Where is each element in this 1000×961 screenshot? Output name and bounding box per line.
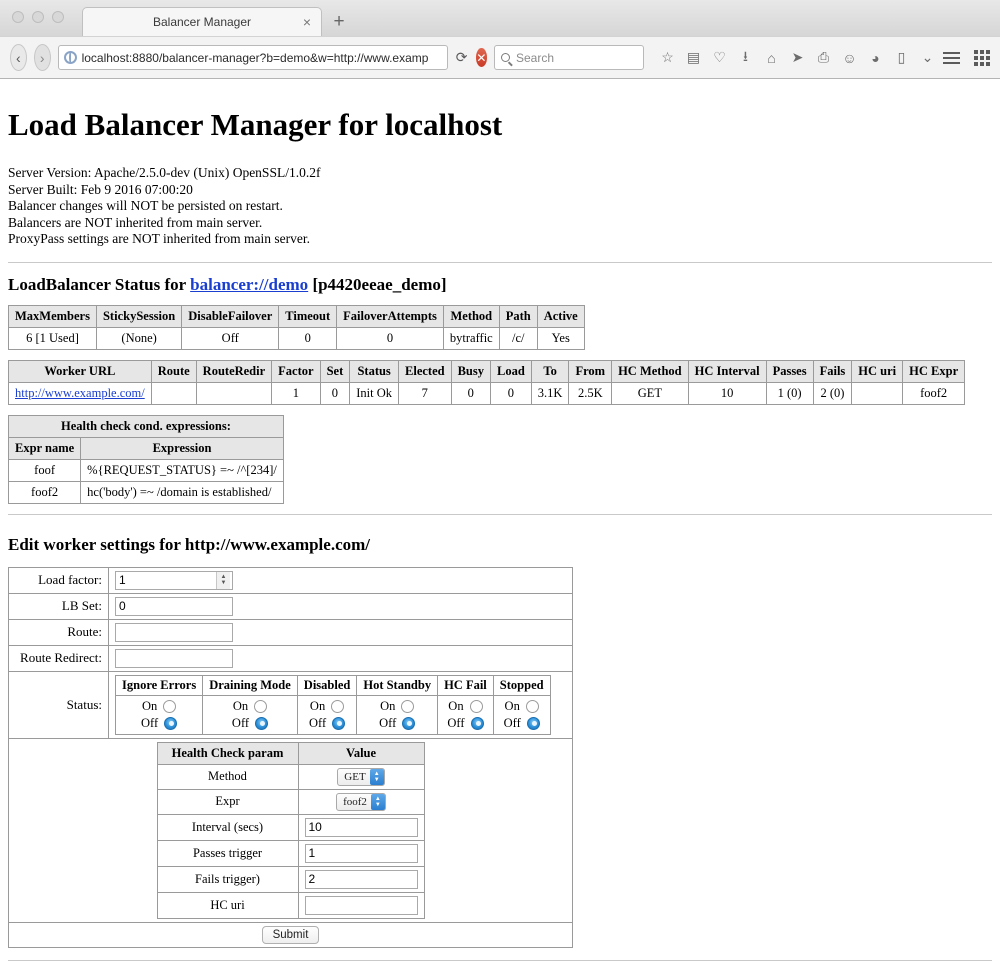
- chevron-down-icon[interactable]: ⌄: [921, 49, 934, 65]
- lb-set-label: LB Set:: [9, 593, 109, 619]
- radio-on-icon[interactable]: [526, 700, 539, 713]
- hc-method-select[interactable]: [337, 768, 384, 786]
- cell-hc-interval: 10: [688, 382, 766, 404]
- back-button[interactable]: ‹: [10, 44, 27, 71]
- cell-method: bytraffic: [443, 327, 499, 349]
- col-fails: Fails: [813, 360, 852, 382]
- cell-expr-name: foof: [9, 459, 81, 481]
- radio-on-icon[interactable]: [470, 700, 483, 713]
- col-expr-name: Expr name: [9, 437, 81, 459]
- disabled-off-option[interactable]: [304, 715, 351, 732]
- col-load: Load: [491, 360, 532, 382]
- status-value-row: [116, 695, 551, 734]
- window-titlebar: [0, 0, 1000, 36]
- col-disabled: Disabled: [297, 675, 357, 695]
- cell-failoverattempts: 0: [337, 327, 444, 349]
- col-active: Active: [537, 305, 584, 327]
- lb-set-input[interactable]: [115, 597, 233, 616]
- stopped-off-option[interactable]: [500, 715, 544, 732]
- cell-route: [151, 382, 196, 404]
- worker-url-link[interactable]: http://www.example.com/: [15, 385, 145, 400]
- status-hc-fail: [438, 695, 494, 734]
- col-draining-mode: Draining Mode: [203, 675, 298, 695]
- cell-factor: 1: [272, 382, 320, 404]
- radio-off-icon[interactable]: [332, 717, 345, 730]
- cell-timeout: 0: [279, 327, 337, 349]
- hc-method-value: GET: [344, 770, 366, 783]
- col-hc-fail: HC Fail: [438, 675, 494, 695]
- status-draining-mode: [203, 695, 298, 734]
- cell-expr-name: foof2: [9, 481, 81, 503]
- form-row-load-factor: [9, 567, 573, 593]
- hc-fails-input[interactable]: [305, 870, 418, 889]
- radio-off-icon[interactable]: [402, 717, 415, 730]
- col-worker-url: Worker URL: [9, 360, 152, 382]
- edit-worker-heading: Edit worker settings for http://www.example.com/: [8, 534, 371, 554]
- cell-hc-expr: foof2: [903, 382, 965, 404]
- load-factor-input[interactable]: [116, 572, 216, 588]
- col-hot-standby: Hot Standby: [357, 675, 438, 695]
- cell-load: 0: [491, 382, 532, 404]
- proxypass-note: ProxyPass settings are NOT inherited from main server.: [8, 231, 310, 246]
- browser-chrome: [0, 0, 1000, 79]
- col-maxmembers: MaxMembers: [9, 305, 97, 327]
- divider-3: [8, 960, 992, 961]
- off-label: Off: [141, 715, 159, 730]
- hc-uri-input[interactable]: [305, 896, 418, 915]
- status-cell: [109, 671, 573, 738]
- col-elected: Elected: [399, 360, 452, 382]
- balancer-heading-suffix: [p4420eeae_demo]: [308, 274, 447, 294]
- edit-worker-form: [8, 567, 573, 948]
- form-row-hc-params: [9, 738, 573, 922]
- page-title: Load Balancer Manager for localhost: [8, 107, 503, 142]
- col-hc-value: Value: [298, 742, 424, 764]
- home-icon[interactable]: ⌂: [767, 49, 776, 66]
- off-label: Off: [231, 715, 250, 730]
- server-built: Server Built: Feb 9 2016 07:00:20: [8, 181, 193, 197]
- persist-note: Balancer changes will NOT be persisted on restart.: [8, 198, 283, 213]
- globe-icon: [64, 51, 77, 64]
- col-timeout: Timeout: [279, 305, 337, 327]
- on-label: On: [504, 698, 520, 713]
- cell-active: Yes: [537, 327, 584, 349]
- cell-busy: 0: [451, 382, 490, 404]
- menu-icon[interactable]: [943, 49, 960, 67]
- cell-worker-url[interactable]: [9, 382, 152, 404]
- hc-params-cell: [9, 738, 573, 922]
- radio-on-icon[interactable]: [163, 700, 176, 713]
- table-row: [157, 840, 424, 866]
- menu-area: [943, 49, 990, 67]
- table-header-row: [157, 742, 424, 764]
- col-hc-uri: HC uri: [852, 360, 903, 382]
- hc-passes-input[interactable]: [305, 844, 418, 863]
- status-label: Status:: [9, 671, 109, 738]
- hc-expr-caption: Health check cond. expressions:: [9, 415, 284, 437]
- balancer-table: [8, 305, 585, 350]
- search-input[interactable]: [494, 45, 644, 70]
- form-row-submit: [9, 922, 573, 947]
- table-row: [9, 382, 965, 404]
- hc-uri-cell: [298, 892, 424, 918]
- table-row: [157, 814, 424, 840]
- status-disabled: [297, 695, 357, 734]
- hc-interval-label: Interval (secs): [157, 814, 298, 840]
- col-hc-method: HC Method: [612, 360, 689, 382]
- disabled-on-option[interactable]: [304, 698, 351, 715]
- route-redirect-input[interactable]: [115, 649, 233, 668]
- hc-method-cell: [298, 764, 424, 789]
- hc-expr-label: Expr: [157, 789, 298, 814]
- star-icon[interactable]: ☆: [661, 49, 674, 65]
- load-factor-stepper[interactable]: [115, 571, 233, 590]
- off-label: Off: [379, 715, 397, 730]
- col-passes: Passes: [766, 360, 813, 382]
- route-input[interactable]: [115, 623, 233, 642]
- col-hc-expr: HC Expr: [903, 360, 965, 382]
- load-factor-label: Load factor:: [9, 567, 109, 593]
- chevron-updown-icon[interactable]: ▲ ▼: [371, 794, 385, 810]
- url-text: localhost:8880/balancer-manager?b=demo&w=http://www.examp: [81, 50, 429, 65]
- form-row-status: [9, 671, 573, 738]
- route-redirect-label: Route Redirect:: [9, 645, 109, 671]
- cell-set: 0: [320, 382, 350, 404]
- col-failoverattempts: FailoverAttempts: [337, 305, 444, 327]
- balancer-link[interactable]: balancer://demo: [190, 274, 309, 294]
- navigation-toolbar: [0, 36, 1000, 78]
- col-stopped: Stopped: [493, 675, 550, 695]
- status-table: [115, 675, 551, 735]
- hc-expression-table: [8, 415, 284, 504]
- new-tab-button[interactable]: +: [333, 10, 345, 32]
- cell-hc-uri: [852, 382, 903, 404]
- hc-fails-cell: [298, 866, 424, 892]
- worker-table: [8, 360, 965, 405]
- col-from: From: [569, 360, 612, 382]
- col-method: Method: [443, 305, 499, 327]
- hc-interval-input[interactable]: [305, 818, 418, 837]
- cell-hc-method: GET: [612, 382, 689, 404]
- route-redirect-cell: [109, 645, 573, 671]
- hc-interval-cell: [298, 814, 424, 840]
- on-label: On: [448, 698, 464, 713]
- window-controls[interactable]: [12, 11, 64, 23]
- radio-off-icon[interactable]: [255, 717, 268, 730]
- on-label: On: [380, 698, 396, 713]
- col-set: Set: [320, 360, 350, 382]
- hc-uri-label: HC uri: [157, 892, 298, 918]
- ignore-errors-off-option[interactable]: [122, 715, 196, 732]
- maximize-window-button[interactable]: [52, 11, 64, 23]
- submit-cell: [9, 922, 573, 947]
- cell-maxmembers: 6 [1 Used]: [9, 327, 97, 349]
- table-row: [9, 481, 284, 503]
- col-to: To: [531, 360, 569, 382]
- table-row: [9, 459, 284, 481]
- hc-fail-on-option[interactable]: [444, 698, 487, 715]
- cell-elected: 7: [399, 382, 452, 404]
- off-label: Off: [309, 715, 327, 730]
- ignore-errors-on-option[interactable]: [122, 698, 196, 715]
- hot-standby-off-option[interactable]: [363, 715, 431, 732]
- status-header-row: [116, 675, 551, 695]
- form-row-route: [9, 619, 573, 645]
- cell-passes: 1 (0): [766, 382, 813, 404]
- toolbar-icons: [659, 46, 936, 70]
- col-routeredir: RouteRedir: [196, 360, 272, 382]
- hc-fails-label: Fails trigger): [157, 866, 298, 892]
- server-info: [8, 165, 992, 248]
- table-header-row: [9, 360, 965, 382]
- cell-path: /c/: [499, 327, 537, 349]
- stop-icon[interactable]: ✕: [476, 48, 487, 67]
- tab-balancer-manager[interactable]: [82, 7, 322, 36]
- tab-label: Balancer Manager: [152, 15, 252, 29]
- col-ignore-errors: Ignore Errors: [116, 675, 203, 695]
- reload-icon[interactable]: ⟳: [455, 49, 468, 65]
- hc-method-label: Method: [157, 764, 298, 789]
- radio-on-icon[interactable]: [401, 700, 414, 713]
- draining-off-option[interactable]: [209, 715, 291, 732]
- health-check-param-table: [157, 742, 425, 919]
- divider-2: [8, 514, 992, 515]
- inherit-note: Balancers are NOT inherited from main server.: [8, 214, 263, 230]
- tab-strip: [82, 0, 356, 36]
- search-placeholder: Search: [515, 50, 555, 65]
- hc-passes-label: Passes trigger: [157, 840, 298, 866]
- radio-off-icon[interactable]: [471, 717, 484, 730]
- send-icon[interactable]: ➤: [791, 49, 804, 65]
- address-bar[interactable]: [58, 45, 448, 70]
- page-content: [0, 79, 1000, 961]
- table-header-row: [9, 437, 284, 459]
- radio-off-icon[interactable]: [527, 717, 540, 730]
- cell-to: 3.1K: [531, 382, 569, 404]
- server-version: Server Version: Apache/2.5.0-dev (Unix) OpenSSL/1.0.2f: [8, 165, 321, 180]
- balancer-heading-prefix: LoadBalancer Status for: [8, 274, 191, 294]
- col-expression: Expression: [81, 437, 284, 459]
- close-tab-icon[interactable]: ×: [302, 14, 311, 30]
- hc-expr-cell: [298, 789, 424, 814]
- cell-disablefailover: Off: [182, 327, 279, 349]
- table-caption-row: [9, 415, 284, 437]
- load-factor-cell: [109, 567, 573, 593]
- cell-routeredir: [196, 382, 272, 404]
- hc-expr-select[interactable]: [336, 793, 386, 811]
- on-label: On: [232, 698, 249, 713]
- pocket-icon[interactable]: ♡: [713, 49, 726, 65]
- hot-standby-on-option[interactable]: [363, 698, 431, 715]
- minimize-window-button[interactable]: [32, 11, 44, 23]
- col-disablefailover: DisableFailover: [182, 305, 279, 327]
- table-row: [157, 764, 424, 789]
- status-stopped: [493, 695, 550, 734]
- off-label: Off: [447, 715, 465, 730]
- on-label: On: [309, 698, 326, 713]
- hc-fail-off-option[interactable]: [444, 715, 487, 732]
- cell-status: Init Ok: [350, 382, 399, 404]
- table-row: [157, 892, 424, 918]
- forward-button[interactable]: ›: [34, 44, 51, 71]
- apps-grid-icon[interactable]: [974, 50, 990, 66]
- balancer-heading: [8, 275, 992, 295]
- col-hc-param: Health Check param: [157, 742, 298, 764]
- cell-expression: %{REQUEST_STATUS} =~ /^[234]/: [81, 459, 284, 481]
- chevron-updown-icon[interactable]: ▲ ▼: [370, 769, 384, 785]
- search-icon: [501, 53, 510, 62]
- form-row-route-redirect: [9, 645, 573, 671]
- radio-on-icon[interactable]: [254, 700, 267, 713]
- col-path: Path: [499, 305, 537, 327]
- stopped-on-option[interactable]: [500, 698, 544, 715]
- radio-off-icon[interactable]: [164, 717, 177, 730]
- cell-fails: 2 (0): [813, 382, 852, 404]
- table-row: [157, 789, 424, 814]
- cell-from: 2.5K: [569, 382, 612, 404]
- divider-1: [8, 262, 992, 263]
- off-label: Off: [503, 715, 521, 730]
- close-window-button[interactable]: [12, 11, 24, 23]
- download-icon[interactable]: ⭳: [743, 47, 748, 64]
- battery-icon[interactable]: ▯: [897, 49, 906, 65]
- col-stickysession: StickySession: [96, 305, 181, 327]
- cell-expression: hc('body') =~ /domain is established/: [81, 481, 284, 503]
- on-label: On: [141, 698, 158, 713]
- submit-button[interactable]: Submit: [262, 926, 320, 944]
- smiley-icon[interactable]: ☺: [842, 49, 857, 66]
- reader-icon[interactable]: ⎙: [817, 49, 830, 65]
- hc-passes-cell: [298, 840, 424, 866]
- cell-stickysession: (None): [96, 327, 181, 349]
- status-ignore-errors: [116, 695, 203, 734]
- radio-on-icon[interactable]: [331, 700, 344, 713]
- palette-icon[interactable]: ◕: [871, 49, 880, 66]
- table-row: [9, 327, 585, 349]
- route-label: Route:: [9, 619, 109, 645]
- status-hot-standby: [357, 695, 438, 734]
- col-status: Status: [350, 360, 399, 382]
- col-route: Route: [151, 360, 196, 382]
- lb-set-cell: [109, 593, 573, 619]
- form-row-lb-set: [9, 593, 573, 619]
- library-icon[interactable]: ▤: [686, 49, 701, 65]
- table-row: [157, 866, 424, 892]
- draining-on-option[interactable]: [209, 698, 291, 715]
- table-header-row: [9, 305, 585, 327]
- col-busy: Busy: [451, 360, 490, 382]
- hc-expr-value: foof2: [343, 795, 367, 808]
- route-cell: [109, 619, 573, 645]
- col-factor: Factor: [272, 360, 320, 382]
- col-hc-interval: HC Interval: [688, 360, 766, 382]
- stepper-arrows-icon[interactable]: ▲ ▼: [216, 572, 230, 589]
